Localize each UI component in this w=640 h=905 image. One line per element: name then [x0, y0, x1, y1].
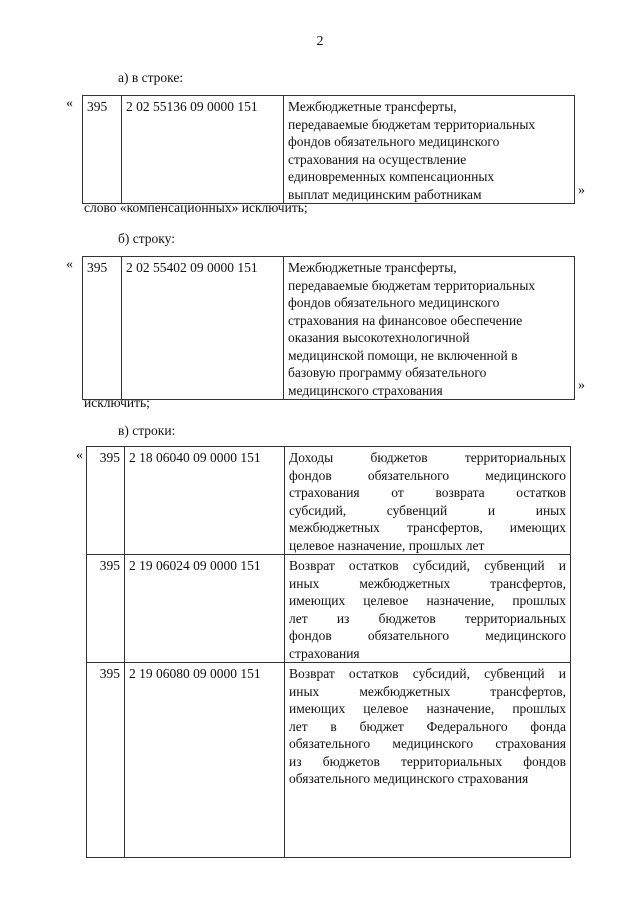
description-line: оказания высокотехнологичной	[288, 330, 470, 345]
section-b-open-quote: «	[66, 257, 73, 272]
section-b-table	[82, 256, 575, 400]
description-line: единовременных компенсационных	[288, 169, 495, 184]
description-line: передаваемые бюджетам территориальных	[288, 116, 536, 132]
row-code: 395	[87, 555, 125, 663]
description-line: лет из бюджетов территориальных	[289, 610, 566, 626]
row-description	[284, 96, 575, 204]
section-b-close-quote: »	[578, 378, 585, 393]
section-a-open-quote: «	[66, 96, 73, 111]
description-line: Возврат остатков субсидий, субвенций и	[289, 558, 566, 573]
table-row	[87, 663, 571, 858]
row-kbk: 2 19 06024 09 0000 151	[125, 555, 285, 663]
table-row	[87, 555, 571, 663]
description-line: обязательного медицинского страхования	[289, 771, 529, 786]
section-c-heading: в) строки:	[118, 423, 176, 438]
section-c-open-quote: «	[76, 448, 83, 463]
table-row	[87, 447, 571, 555]
section-b-heading: б) строку:	[118, 231, 175, 246]
description-line: страхования от возврата остатков	[289, 485, 566, 500]
section-c-table	[86, 446, 571, 858]
description-line: фондов обязательного медицинского	[288, 295, 500, 310]
description-line: межбюджетных трансфертов, имеющих	[289, 520, 566, 535]
row-code: 395	[83, 257, 122, 400]
row-description	[285, 663, 571, 858]
description-line: иных межбюджетных трансфертов,	[289, 683, 566, 699]
row-description	[285, 555, 571, 663]
table-row	[83, 257, 575, 400]
description-line: Межбюджетные трансферты,	[288, 99, 457, 114]
description-line: медицинского страхования	[288, 382, 443, 398]
section-a-close-quote: »	[578, 183, 585, 198]
section-a-table	[82, 95, 575, 204]
row-kbk: 2 02 55136 09 0000 151	[122, 96, 284, 204]
description-line: субсидий, субвенций и иных	[289, 502, 566, 518]
row-kbk: 2 18 06040 09 0000 151	[125, 447, 285, 555]
section-a-instruction: слово «компенсационных» исключить;	[84, 200, 308, 215]
description-line: из бюджетов территориальных фондов	[289, 753, 566, 769]
description-line: имеющих целевое назначение, прошлых	[289, 701, 566, 716]
description-line: передаваемые бюджетам территориальных	[288, 277, 536, 293]
description-line: базовую программу обязательного	[288, 365, 487, 380]
description-line: иных межбюджетных трансфертов,	[289, 575, 566, 591]
description-line: фондов обязательного медицинского	[289, 628, 566, 643]
description-line: Доходы бюджетов территориальных	[289, 450, 566, 465]
description-line: страхования на осуществление	[288, 151, 467, 167]
row-description	[284, 257, 575, 400]
description-line: медицинской помощи, не включенной в	[288, 347, 518, 363]
section-a-heading: а) в строке:	[118, 70, 184, 85]
row-code: 395	[83, 96, 122, 204]
description-line: фондов обязательного медицинского	[288, 134, 500, 149]
description-line: целевое назначение, прошлых лет	[289, 537, 485, 553]
description-line: фондов обязательного медицинского	[289, 467, 566, 483]
row-code: 395	[87, 663, 125, 858]
description-line: страхования	[289, 645, 360, 661]
section-b-instruction: исключить;	[84, 395, 150, 410]
description-line: выплат медицинским работникам	[288, 186, 482, 202]
row-description	[285, 447, 571, 555]
table-row	[83, 96, 575, 204]
description-line: обязательного медицинского страхования	[289, 736, 566, 751]
description-line: Межбюджетные трансферты,	[288, 260, 457, 275]
row-kbk: 2 19 06080 09 0000 151	[125, 663, 285, 858]
page-number: 2	[316, 34, 324, 49]
description-line: Возврат остатков субсидий, субвенций и	[289, 666, 566, 681]
description-line: имеющих целевое назначение, прошлых	[289, 593, 566, 608]
row-code: 395	[87, 447, 125, 555]
description-line: лет в бюджет Федерального фонда	[289, 718, 566, 734]
row-kbk: 2 02 55402 09 0000 151	[122, 257, 284, 400]
description-line: страхования на финансовое обеспечение	[288, 312, 523, 328]
